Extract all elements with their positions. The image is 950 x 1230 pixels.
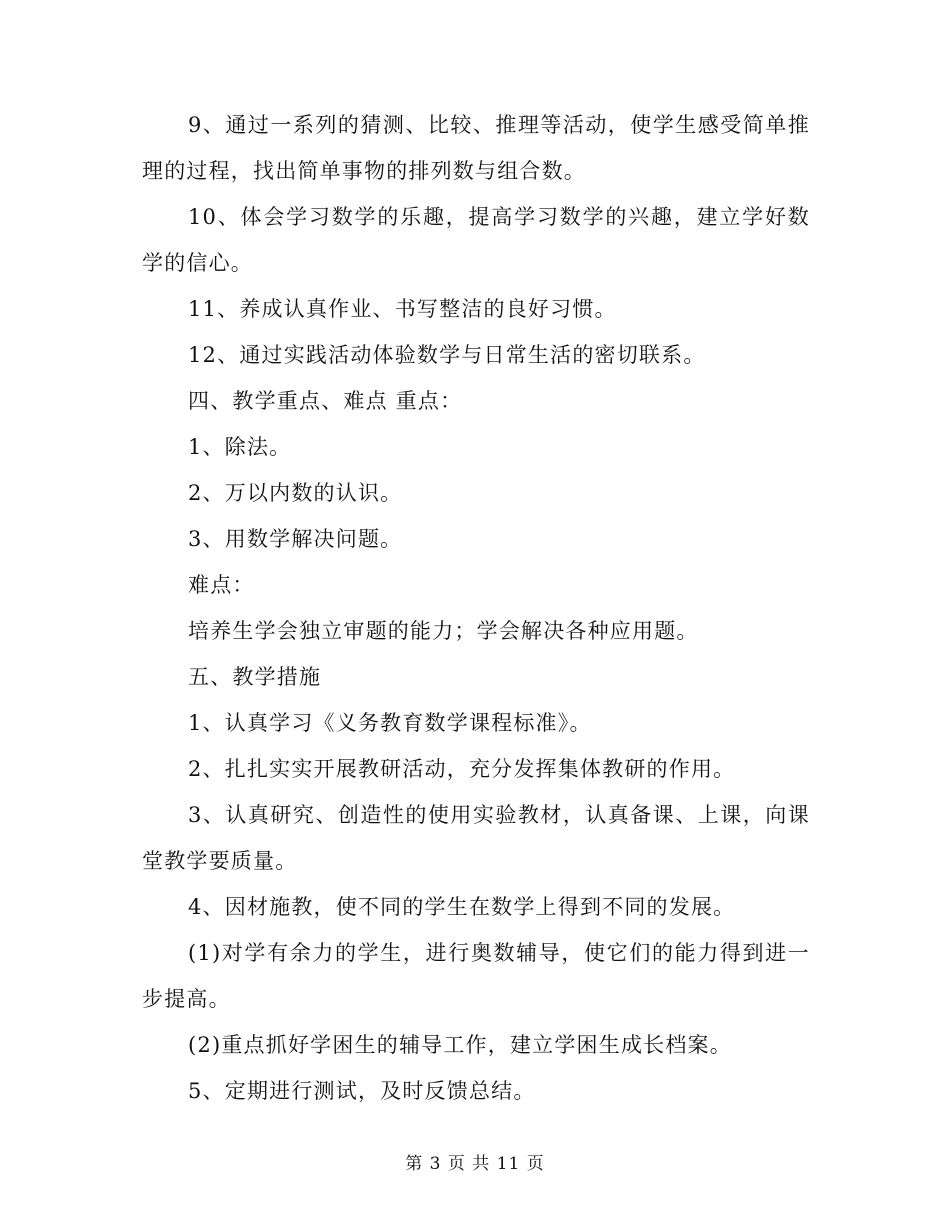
page-number-footer: 第 3 页 共 11 页 — [405, 1154, 545, 1174]
measure-5: 5、定期进行测试，及时反馈总结。 — [188, 1079, 536, 1103]
paragraph-goal-12: 12、通过实践活动体验数学与日常生活的密切联系。 — [188, 343, 706, 367]
section-heading-measures: 五、教学措施 — [188, 665, 322, 689]
key-point-1: 1、除法。 — [188, 435, 292, 459]
measure-4-sub-1: (1)对学有余力的学生，进行奥数辅导，使它们的能力得到进一步提高。 — [142, 941, 810, 1011]
measure-4-sub-2: (2)重点抓好学困生的辅导工作，建立学困生成长档案。 — [188, 1033, 732, 1057]
measure-2: 2、扎扎实实开展教研活动，充分发挥集体教研的作用。 — [188, 757, 736, 781]
paragraph-goal-9: 9、通过一系列的猜测、比较、推理等活动，使学生感受简单推理的过程，找出简单事物的排列数与组合数。 — [142, 113, 810, 183]
key-point-3: 3、用数学解决问题。 — [188, 527, 403, 551]
section-heading-key-points: 四、教学重点、难点 重点： — [188, 389, 463, 413]
difficulty-heading: 难点： — [188, 573, 255, 597]
measure-4: 4、因材施教，使不同的学生在数学上得到不同的发展。 — [188, 895, 736, 919]
measure-3: 3、认真研究、创造性的使用实验教材，认真备课、上课，向课堂教学要质量。 — [142, 803, 810, 873]
paragraph-goal-11: 11、养成认真作业、书写整洁的良好习惯。 — [188, 297, 617, 321]
paragraph-goal-10: 10、体会学习数学的乐趣，提高学习数学的兴趣，建立学好数学的信心。 — [142, 205, 810, 275]
page-body — [142, 102, 810, 1114]
difficulty-text: 培养生学会独立审题的能力；学会解决各种应用题。 — [188, 619, 699, 643]
measure-1: 1、认真学习《义务教育数学课程标准》。 — [188, 711, 592, 735]
key-point-2: 2、万以内数的认识。 — [188, 481, 403, 505]
